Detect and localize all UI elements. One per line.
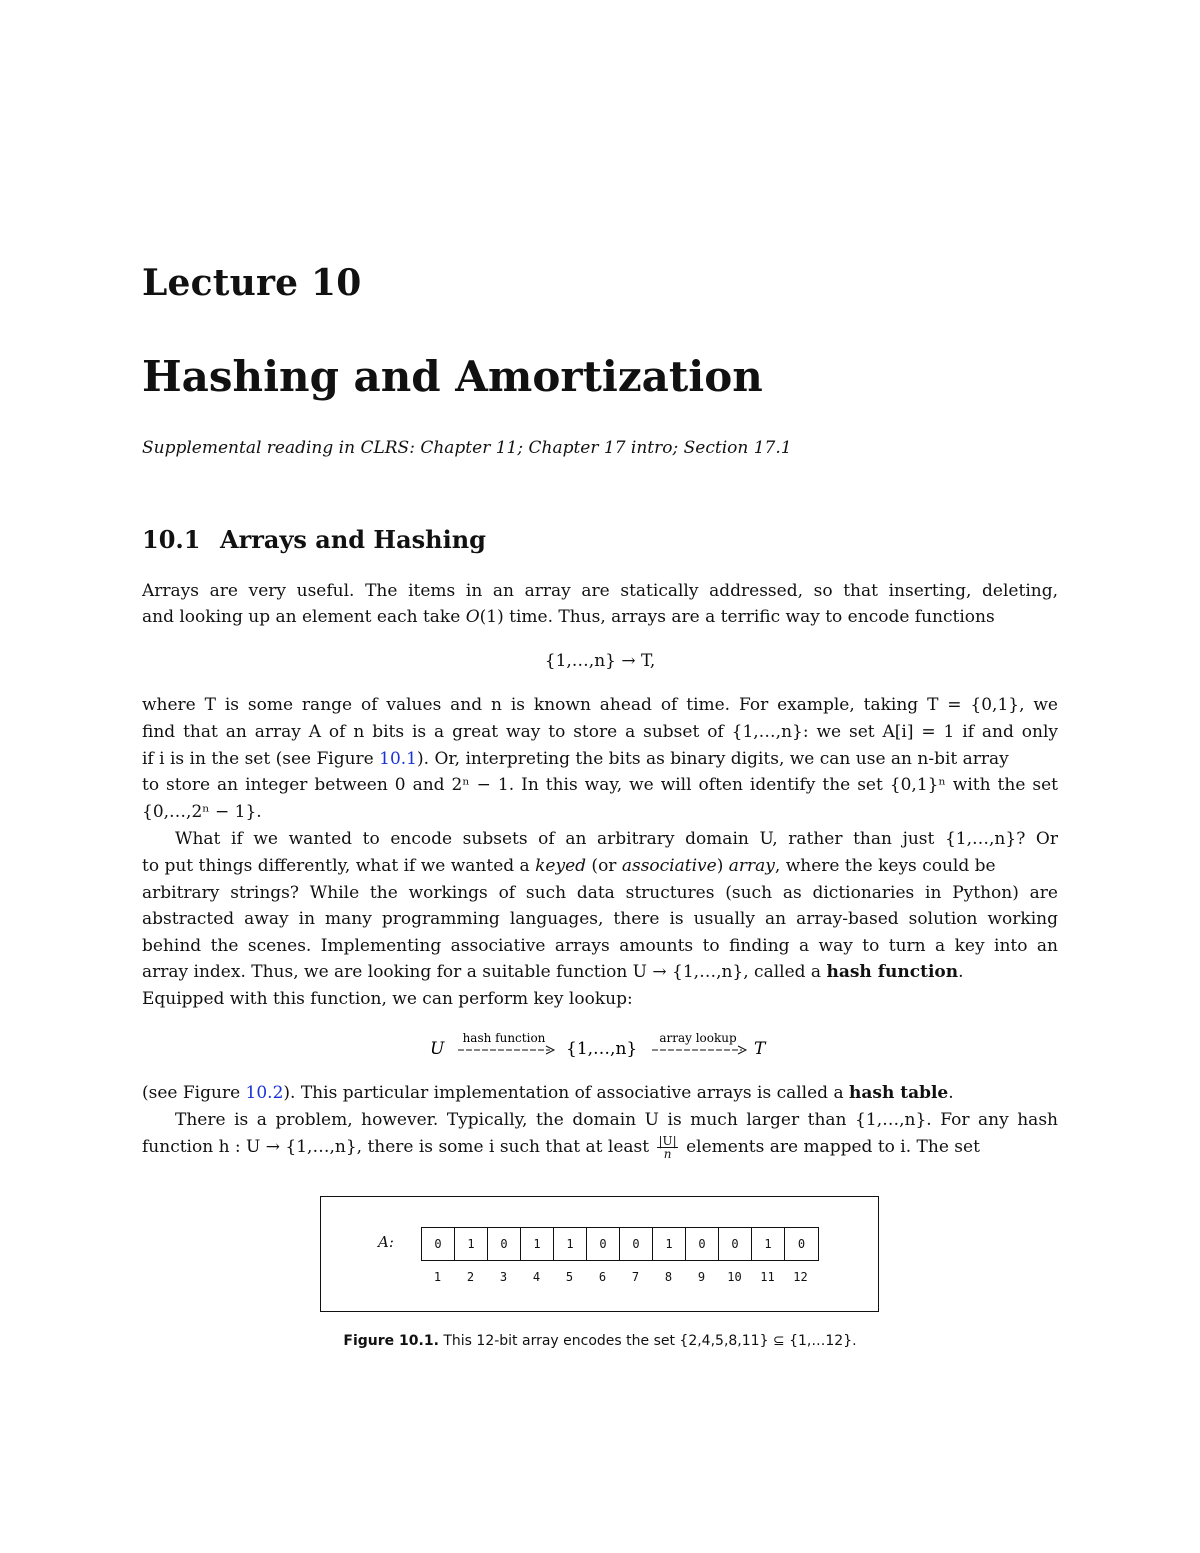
paragraph-line: behind the scenes. Implementing associative arrays amounts to finding a way to turn a key into an: [142, 936, 1058, 956]
bit-array: [421, 1227, 819, 1261]
caption-label: Figure 10.1.: [343, 1333, 439, 1349]
paragraph-line: [142, 959, 1058, 985]
math-run: O: [465, 607, 480, 627]
array-index-label: 5: [565, 1270, 574, 1284]
paragraph-line: [142, 604, 1058, 630]
text-run: ): [716, 856, 729, 876]
array-index-label: 3: [499, 1270, 508, 1284]
bold-term: hash function: [826, 962, 959, 982]
bold-term: hash table: [849, 1083, 949, 1103]
array-index-label: 8: [664, 1270, 673, 1284]
text-run: ). This particular implementation of associative arrays is called a: [283, 1083, 849, 1103]
array-index-label: 1: [433, 1270, 442, 1284]
text-run: elements are mapped to i. The set: [680, 1137, 980, 1157]
diagram-range-label: T: [754, 1039, 766, 1059]
array-index-label: 7: [631, 1270, 640, 1284]
paragraph-line: find that an array A of n bits is a great way to store a subset of {1,…,n}: we set A[i] = 1 if and only: [142, 722, 1058, 742]
text-run: (see Figure: [142, 1083, 246, 1103]
array-cell: 1: [653, 1228, 686, 1260]
diagram-domain-label: U: [430, 1039, 445, 1059]
figure-link[interactable]: 10.1: [379, 749, 417, 769]
array-index-label: 9: [697, 1270, 706, 1284]
emphasis-run: array: [728, 856, 775, 876]
array-cell: 0: [422, 1228, 455, 1260]
array-cell: 0: [797, 1237, 806, 1251]
text-run: and looking up an element each take: [142, 607, 466, 627]
paragraph-line: Arrays are very useful. The items in an array are statically addressed, so that inserting, deleting,: [142, 581, 1058, 601]
paragraph-line: [142, 746, 1058, 772]
supplemental-reading: Supplemental reading in CLRS: Chapter 11; Chapter 17 intro; Section 17.1: [142, 438, 792, 458]
lecture-label: Lecture 10: [142, 262, 362, 304]
display-equation: {1,…,n} → T,: [544, 651, 656, 671]
section-heading: [142, 525, 486, 554]
caption-text: This 12-bit array encodes the set {2,4,5,8,11} ⊆ {1,…12}.: [438, 1333, 857, 1349]
array-cell: 1: [521, 1228, 554, 1260]
text-run: .: [958, 962, 964, 982]
section-title: Arrays and Hashing: [220, 525, 486, 554]
text-run: if i is in the set (see Figure: [142, 749, 380, 769]
arrow-label-hash: hash function: [462, 1031, 546, 1045]
paragraph-line: where T is some range of values and n is known ahead of time. For example, taking T = {0,1}, we: [142, 695, 1058, 715]
fraction: [657, 1135, 677, 1160]
page-title: Hashing and Amortization: [142, 352, 763, 401]
diagram-index-set: {1,…,n}: [566, 1039, 638, 1059]
paragraph-line: Equipped with this function, we can perform key lookup:: [142, 989, 633, 1009]
array-cell: 0: [686, 1228, 719, 1260]
array-index-label: 6: [598, 1270, 607, 1284]
array-cell: 0: [488, 1228, 521, 1260]
paragraph-line: to store an integer between 0 and 2ⁿ − 1. In this way, we will often identify the set {0,1}ⁿ with the set: [142, 775, 1058, 795]
text-run: function h : U → {1,…,n}, there is some i such that at least: [142, 1137, 655, 1157]
text-run: (or: [586, 856, 622, 876]
array-index-label: 12: [793, 1270, 808, 1284]
array-index-label: 2: [466, 1270, 475, 1284]
emphasis-run: keyed: [535, 856, 587, 876]
array-cell: 0: [587, 1228, 620, 1260]
fraction-denominator: n: [663, 1147, 672, 1161]
paragraph-line: [142, 1080, 1058, 1106]
array-indices: [421, 1270, 817, 1284]
paragraph-line: [142, 1134, 1058, 1160]
section-number: 10.1: [142, 525, 201, 554]
array-index-label: 11: [760, 1270, 775, 1284]
text-run: ). Or, interpreting the bits as binary digits, we can use an n-bit array: [417, 749, 1009, 769]
text-run: (1) time. Thus, arrays are a terrific way to encode functions: [479, 607, 995, 627]
paragraph-line: [142, 853, 1058, 879]
array-label: A:: [378, 1233, 394, 1251]
text-run: .: [948, 1083, 954, 1103]
paragraph-line: arbitrary strings? While the workings of such data structures (such as dictionaries in Python) are: [142, 883, 1058, 903]
fraction-numerator: |U|: [658, 1134, 677, 1148]
array-cell: 1: [455, 1228, 488, 1260]
paragraph-line: What if we wanted to encode subsets of an arbitrary domain U, rather than just {1,…,n}? Or: [175, 829, 1058, 849]
array-index-label: 10: [727, 1270, 742, 1284]
array-cell: 1: [554, 1228, 587, 1260]
array-index-label: 4: [532, 1270, 541, 1284]
paragraph-line: abstracted away in many programming languages, there is usually an array-based solution working: [142, 909, 1058, 929]
paragraph-line: There is a problem, however. Typically, the domain U is much larger than {1,…,n}. For any hash: [175, 1110, 1058, 1130]
text-run: to put things differently, what if we wanted a: [142, 856, 536, 876]
array-cell: 0: [620, 1228, 653, 1260]
arrow-label-lookup: array lookup: [659, 1031, 737, 1045]
emphasis-run: associative: [621, 856, 717, 876]
hash-lookup-diagram: [142, 1024, 1058, 1072]
paragraph-line: {0,…,2ⁿ − 1}.: [142, 802, 262, 822]
text-run: , where the keys could be: [774, 856, 996, 876]
figure-caption: [142, 1333, 1058, 1349]
text-run: array index. Thus, we are looking for a suitable function U → {1,…,n}, called a: [142, 962, 827, 982]
array-cell: 1: [752, 1228, 785, 1260]
figure-link[interactable]: 10.2: [245, 1083, 284, 1103]
array-cell: 0: [719, 1228, 752, 1260]
